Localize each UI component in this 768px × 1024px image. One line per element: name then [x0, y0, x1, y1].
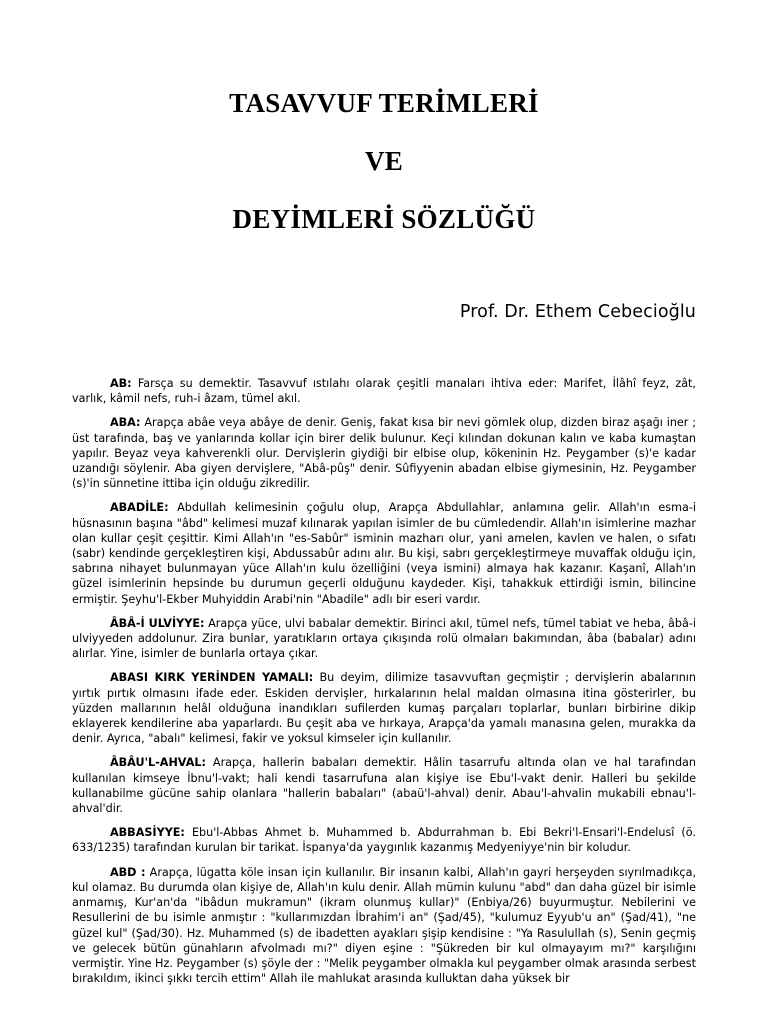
glossary-entries: [72, 376, 696, 995]
entry-definition: Farsça su demektir. Tasavvuf ıstılahı olarak çeşitli manaları ihtiva eder: Marifet, İlâhî feyz, zât, varlık, kâmil nefs, ruh-i âzam, tümel akıl.: [72, 377, 696, 406]
entry-definition: Ebu'l-Abbas Ahmet b. Muhammed b. Abdurrahman b. Ebi Bekri'l-Ensari'l-Endelusî (ö. 633/1235) tarafından kurulan bir tarikat. İspanya'da yaygınlık kazanmış Medyeniyye'nin bir koludur.: [72, 826, 696, 855]
title-line-3: DEYİMLERİ SÖZLÜĞÜ: [232, 204, 536, 234]
glossary-entry: [72, 670, 696, 746]
glossary-entry: [72, 500, 696, 606]
glossary-entry: [72, 755, 696, 816]
glossary-entry: [72, 865, 696, 987]
entry-term: ÂBÂ-İ ULVİYYE:: [110, 616, 205, 630]
glossary-entry: [72, 616, 696, 662]
entry-term: AB:: [110, 377, 132, 390]
glossary-entry: [72, 376, 696, 406]
entry-definition: Arapça yüce, ulvi babalar demektir. Birinci akıl, tümel nefs, tümel tabiat ve heba, âbâ-i ulviyyeden addolunur. Zira bunlar, yaratıkların ortaya çıkışında rolü olmaları bakımından, âba (babalar) adını alırlar. Yine, isimler de bunlarla ortaya çıkar.: [72, 616, 696, 661]
entry-term: ÂBÂU'L-AHVAL:: [110, 756, 206, 770]
entry-term: ABA:: [110, 416, 141, 430]
glossary-entry: [72, 415, 696, 491]
entry-definition: Arapça abâe veya abâye de denir. Geniş, fakat kısa bir nevi gömlek olup, dizden biraz aşağı iner ; üst tarafında, baş ve yanlarında kollar için birer delik bulunur. Keçi kılından dokunan kalın ve kaba kumaştan yapılır. Beyaz veya kahverenkli olur. Dervişlerin giydiği bir elbise olup, kökeninin Hz. Peygamber (s)'e kadar uzandığı söylenir. Aba giyen dervişlere, "Abâ-pûş" denir. Sûfiyyenin abadan elbise giymesinin, Hz. Peygamber (s)'in sünnetine ittiba için olduğu zikredilir.: [72, 416, 696, 491]
entry-definition: Abdullah kelimesinin çoğulu olup, Arapça Abdullahlar, anlamına gelir. Allah'ın esma-i hüsnasının başına "âbd" kelimesi muzaf kılınarak yapılan isimler de bu cümledendir. Allah'ın isimlerine mazhar olan kullar çeşit çeşittir. Kimi Allah'ın "es-Sabûr" isminin mazharı olur, yani amelen, kavlen ve halen, o sıfatı (sabr) kendinde gerçekleştiren kişi, Abdussabûr adını alır. Bu kişi, sabrı gerçekleştirmeye muvaffak olduğu için, sabrına nihayet bulunmayan yüce Allah'ın kulu özelliğini (veya ismini) almaya hak kazanır. Kaşanî, Allah'ın güzel isimlerinin hepsinde bu durumun geçerli olduğunu kaydeder. Kişi, tahakkuk ettirdiği ismin, bilincine ermiştir. Şeyhu'l-Ekber Muhyiddin Arabi'nin "Abadile" adlı bir eseri vardır.: [72, 501, 696, 606]
entry-term: ABASI KIRK YERİNDEN YAMALI:: [110, 671, 314, 685]
title-line-1: TASAVVUF TERİMLERİ: [229, 88, 539, 118]
entry-definition: Arapça, lügatta köle insan için kullanılır. Bir insanın kalbi, Allah'ın gayri herşeyden sıyrılmadıkça, kul olamaz. Bu durumda olan kişiye de, Allah'ın kulu denir. Allah mümin kulunu "abd" dan daha güzel bir isimle anmamış, Kur'an'da "ibâdun mukramun" (ikram olunmuş kullar)" (Enbiya/26) buyurmuştur. Nebilerini ve Resullerini de bu isimle anmıştır : "kullarımızdan İbrahim'i an" (Şad/45), "kulumuz Eyyub'u an" (Şad/41), "ne güzel kul" (Şad/30). Hz. Muhammed (s) de ibadetten ayakları şişip kendisine : "Ya Rasulullah (s), Senin geçmiş ve gelecek bütün günahların afvolmadı mı?" diyen eşine : "Şükreden bir kul olmayayım mı?" karşılığını vermiştir. Yine Hz. Peygamber (s) şöyle der : "Melik peygamber olmakla kul peygamber olmak arasında serbest bırakıldım, ikinci şıkkı tercih ettim" Allah ile mahlukat arasında kulluktan daha yüksek bir: [72, 865, 697, 986]
author-name: Prof. Dr. Ethem Cebecioğlu: [459, 302, 696, 322]
title-line-2: VE: [364, 146, 404, 176]
entry-term: ABADİLE:: [110, 501, 169, 515]
entry-definition: Bu deyim, dilimize tasavvuftan geçmiştir ; dervişlerin abalarının yırtık pırtık olmasını ifade eder. Eskiden dervişler, hırkalarının helal maldan olmasına itina gösterirler, bu yüzden mallarının helâl olduğuna inandıkları sufilerden kumaş parçaları toplarlar, bunları birbirine dikip eklayerek kendilerine aba yaparlardı. Bu çeşit aba ve hırkaya, Arapça'da yamalı manasına gelen, murakka da denir. Ayrıca, "abalı" kelimesi, fakir ve yoksul kimseler için kullanılır.: [72, 671, 696, 746]
entry-definition: Arapça, hallerin babaları demektir. Hâlin tasarrufu altında olan ve hal tarafından kullanılan kimseye İbnu'l-vakt; hali kendi tasarrufuna alan kişiye ise Ebu'l-vakt denir. Halleri bu şekilde kullanabilme gücüne sahip olanlara "hallerin babaları" (abaü'l-ahval) denir. Abau'l-ahvalin mukabili ebnau'l-ahval'dir.: [72, 756, 696, 816]
document-title: [0, 74, 768, 248]
glossary-entry: [72, 825, 696, 855]
entry-term: ABD :: [110, 865, 146, 879]
entry-term: ABBASİYYE:: [110, 826, 185, 840]
